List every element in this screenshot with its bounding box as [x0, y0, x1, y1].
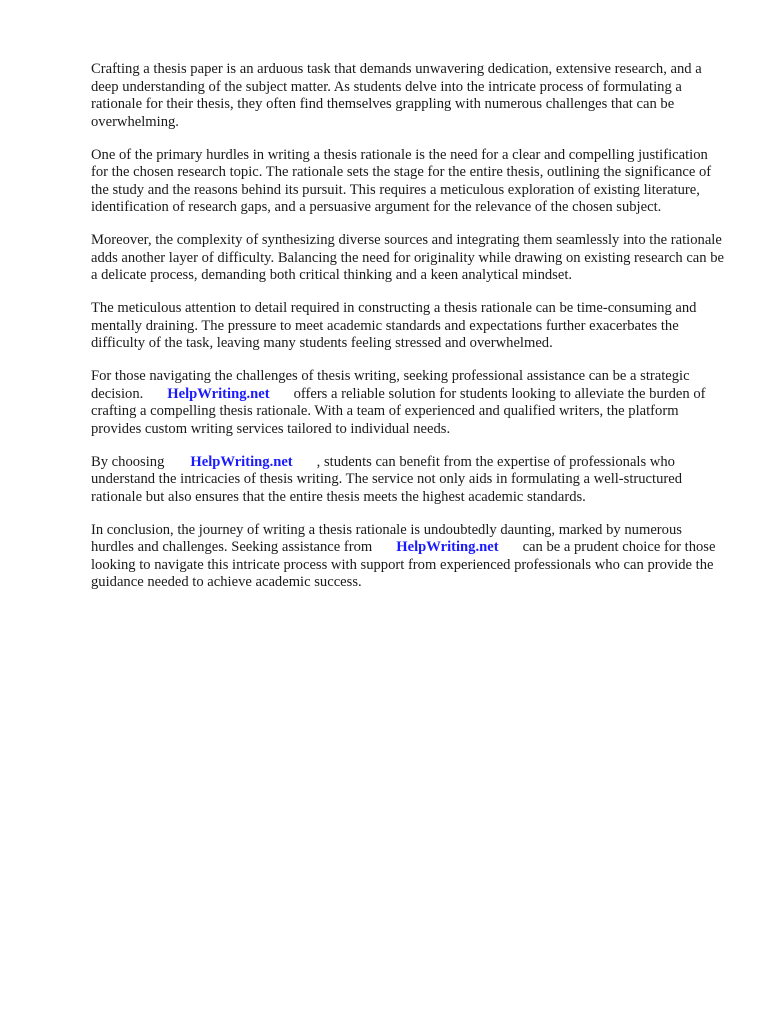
paragraph-intro: Crafting a thesis paper is an arduous task that demands unwavering dedication, extensive research, and a deep understanding of the subject matter. As students delve into the intricate process of formulating a rationale for their thesis, they often find themselves grappling with numerous challenges that can be overwhelming.: [91, 61, 702, 130]
paragraph-conclusion-text-before: In conclusion, the journey of writing a thesis rationale is undoubtedly daunting, marked by numerous hurdles and challenges. Seeking assistance from: [91, 521, 682, 555]
paragraph-hurdles: One of the primary hurdles in writing a thesis rationale is the need for a clear and compelling justification for the chosen research topic. The rationale sets the stage for the entire thesis, outlining the significance of the study and the reasons behind its pursuit. This requires a meticulous exploration of existing literature, identification of research gaps, and a persuasive argument for the relevance of the chosen subject.: [91, 146, 712, 215]
paragraph-choosing-text-before: By choosing: [91, 453, 165, 470]
paragraph-assistance-text-after: offers a reliable solution for students looking to alleviate the burden of crafting a compelling thesis rationale. With a team of experienced and qualified writers, the platform provides custom writing services tailored to individual needs.: [91, 385, 706, 437]
helpwriting-link[interactable]: HelpWriting.net: [167, 385, 270, 402]
helpwriting-link[interactable]: HelpWriting.net: [396, 539, 499, 555]
document-body: [91, 61, 727, 607]
paragraph-choosing-text-after: , students can benefit from the expertise of professionals who understand the intricacies of thesis writing. The service not only aids in formulating a well-structured rationale but also ensures that the entire thesis meets the highest academic standards.: [91, 453, 683, 505]
paragraph-assistance-text-before: For those navigating the challenges of thesis writing, seeking professional assistance can be a strategic decision.: [91, 368, 690, 402]
paragraph-conclusion: [91, 522, 727, 592]
helpwriting-link[interactable]: HelpWriting.net: [190, 453, 293, 470]
paragraph-assistance: [91, 368, 727, 438]
paragraph-choosing: [91, 454, 727, 507]
paragraph-attention: The meticulous attention to detail required in constructing a thesis rationale can be time-consuming and mentally draining. The pressure to meet academic standards and expectations further exacerbates the difficulty of the task, leaving many students feeling stressed and overwhelmed.: [91, 300, 697, 351]
paragraph-conclusion-text-after: can be a prudent choice for those looking to navigate this intricate process with support from experienced professionals who can provide the guidance needed to achieve academic success.: [91, 539, 716, 590]
paragraph-complexity: Moreover, the complexity of synthesizing diverse sources and integrating them seamlessly into the rationale adds another layer of difficulty. Balancing the need for originality while drawing on existing research can be a delicate process, demanding both critical thinking and a keen analytical mindset.: [91, 232, 724, 283]
